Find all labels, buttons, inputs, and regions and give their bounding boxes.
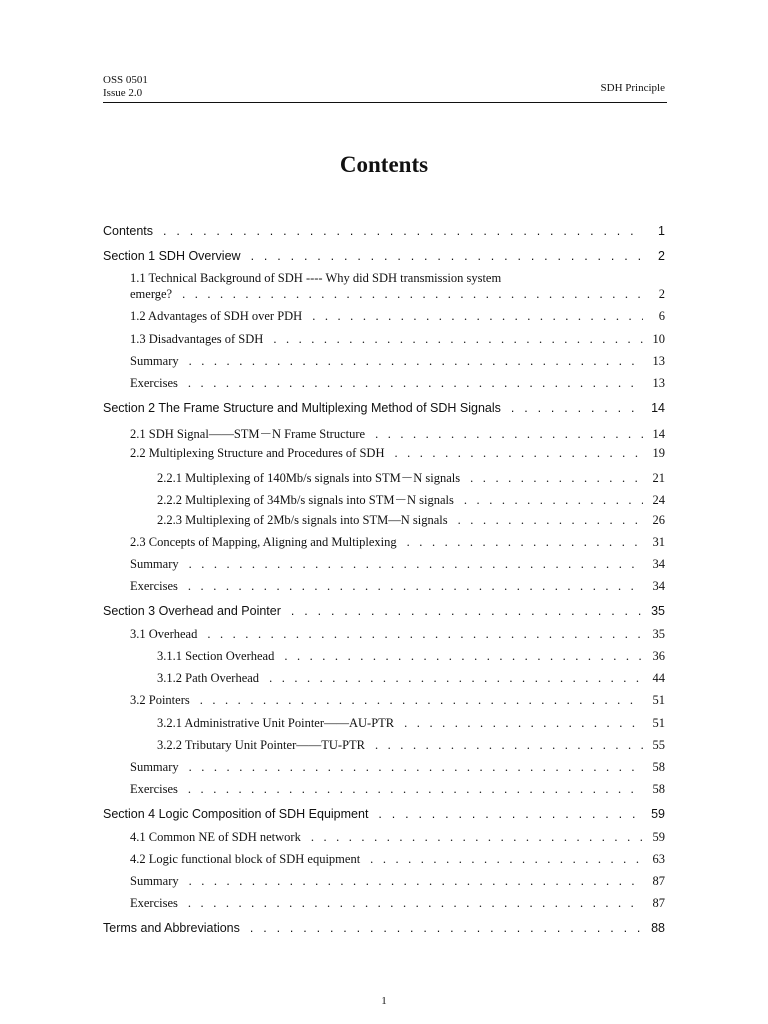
toc-leader — [163, 224, 643, 238]
toc-entry-2-3[interactable] — [130, 535, 665, 550]
toc-page-number: 35 — [651, 604, 665, 618]
toc-entry-title: Exercises — [130, 896, 178, 910]
toc-leader — [188, 896, 643, 911]
toc-entry-title: Section 1 SDH Overview — [103, 249, 241, 263]
toc-entry-title: 4.2 Logic functional block of SDH equipment — [130, 852, 361, 866]
toc-leader — [375, 738, 643, 753]
toc-entry-4-1[interactable] — [130, 830, 665, 845]
toc-entry-title: 2.2.2 Multiplexing of 34Mb/s signals into STM－N signals — [157, 493, 454, 507]
toc-entry-2-2-1[interactable] — [157, 468, 665, 486]
toc-page-number: 26 — [652, 513, 665, 527]
toc-leader — [189, 760, 643, 775]
toc-entry-3-1-1[interactable] — [157, 649, 665, 664]
toc-page-number: 6 — [658, 309, 665, 323]
toc-entry-title: Summary — [130, 557, 179, 571]
toc-entry-3-exercises[interactable] — [130, 782, 665, 797]
toc-entry-1-2[interactable] — [130, 309, 665, 324]
header-title: SDH Principle — [600, 82, 665, 94]
toc-entry-title: Section 2 The Frame Structure and Multiplexing Method of SDH Signals — [103, 401, 501, 415]
toc-entry-title: 2.2.1 Multiplexing of 140Mb/s signals into STM－N signals — [157, 471, 461, 485]
toc-entry-title: 2.2 Multiplexing Structure and Procedures of SDH — [130, 446, 385, 460]
toc-leader — [378, 807, 643, 821]
toc-page-number: 59 — [652, 830, 665, 844]
toc-page-number: 36 — [652, 649, 665, 663]
toc-entry-1-3[interactable] — [130, 332, 665, 347]
toc-page-number: 58 — [652, 760, 665, 774]
toc-entry-title: Exercises — [130, 376, 178, 390]
toc-entry-title: Contents — [103, 224, 154, 238]
toc-leader — [470, 471, 643, 486]
toc-entry-title: Summary — [130, 760, 179, 774]
toc-entry-2-2-2[interactable] — [157, 490, 665, 508]
toc-page-number: 34 — [652, 579, 665, 593]
toc-page-number: 14 — [652, 427, 665, 441]
toc-page-number: 87 — [652, 896, 665, 910]
toc-entry-title: 2.1 SDH Signal——STM－N Frame Structure — [130, 427, 366, 441]
toc-entry-section-4[interactable] — [103, 807, 665, 821]
doc-code: OSS 0501 — [103, 74, 148, 86]
toc-page-number: 63 — [652, 852, 665, 866]
toc-page-number: 21 — [652, 471, 665, 485]
toc-leader — [273, 332, 643, 347]
toc-entry-title: emerge? — [130, 287, 173, 301]
toc-entry-title: 4.1 Common NE of SDH network — [130, 830, 301, 844]
toc-entry-section-3[interactable] — [103, 604, 665, 618]
toc-leader — [188, 782, 643, 797]
toc-entry-title: 2.2.3 Multiplexing of 2Mb/s signals into STM—N signals — [157, 513, 448, 527]
toc-page-number: 19 — [652, 446, 665, 460]
toc-entry-1-1[interactable] — [130, 287, 665, 302]
toc-entry-3-2-2[interactable] — [157, 738, 665, 753]
toc-leader — [407, 535, 643, 550]
toc-entry-2-2-3[interactable] — [157, 513, 665, 528]
toc-leader — [269, 671, 643, 686]
toc-page-number: 87 — [652, 874, 665, 888]
toc-leader — [312, 309, 643, 324]
toc-page-number: 58 — [652, 782, 665, 796]
header-rule — [103, 102, 667, 103]
toc-entry-title: 3.1.1 Section Overhead — [157, 649, 275, 663]
toc-leader — [458, 513, 643, 528]
toc-page-number: 31 — [652, 535, 665, 549]
toc-leader — [251, 249, 643, 263]
toc-entry-title: Summary — [130, 874, 179, 888]
toc-entry-1-summary[interactable] — [130, 354, 665, 369]
toc-page-number: 13 — [652, 376, 665, 390]
toc-leader — [207, 627, 643, 642]
toc-leader — [250, 921, 643, 935]
toc-page-number: 2 — [658, 249, 665, 263]
toc-leader — [394, 446, 643, 461]
toc-page-number: 2 — [658, 287, 665, 301]
toc-entry-title: Exercises — [130, 579, 178, 593]
toc-entry-3-1-2[interactable] — [157, 671, 665, 686]
toc-entry-title: 3.1.2 Path Overhead — [157, 671, 260, 685]
toc-page-number: 59 — [651, 807, 665, 821]
toc-page-number: 88 — [651, 921, 665, 935]
toc-entry-3-2[interactable] — [130, 693, 665, 708]
header-doc-info — [103, 74, 148, 100]
toc-entry-title: 1.3 Disadvantages of SDH — [130, 332, 264, 346]
toc-page-number: 10 — [652, 332, 665, 346]
page-title: Contents — [339, 152, 429, 177]
toc-entry-1-1-line1[interactable]: 1.1 Technical Background of SDH ---- Why did SDH transmission system — [130, 271, 502, 285]
toc-leader — [370, 852, 643, 867]
toc-page-number: 24 — [652, 493, 665, 507]
toc-entry-title: Summary — [130, 354, 179, 368]
toc-leader — [189, 354, 643, 369]
toc-entry-title: 2.3 Concepts of Mapping, Aligning and Multiplexing — [130, 535, 397, 549]
toc-page-number: 34 — [652, 557, 665, 571]
toc-leader — [182, 287, 643, 302]
toc-leader — [311, 830, 643, 845]
toc-leader — [189, 557, 643, 572]
toc-leader — [188, 376, 643, 391]
toc-leader — [291, 604, 643, 618]
toc-entry-section-2[interactable] — [103, 401, 665, 415]
toc-entry-title: 1.2 Advantages of SDH over PDH — [130, 309, 303, 323]
issue-label: Issue 2.0 — [103, 87, 143, 99]
toc-entry-4-exercises[interactable] — [130, 896, 665, 911]
toc-page-number: 44 — [652, 671, 665, 685]
toc-page-number: 51 — [652, 693, 665, 707]
toc-leader — [464, 493, 643, 508]
toc-leader — [200, 693, 643, 708]
toc-entry-section-1[interactable] — [103, 249, 665, 263]
toc-page-number: 14 — [651, 401, 665, 415]
toc-page-number: 35 — [652, 627, 665, 641]
toc-page-number: 13 — [652, 354, 665, 368]
toc-leader — [284, 649, 643, 664]
toc-leader — [511, 401, 643, 415]
toc-page-number: 55 — [652, 738, 665, 752]
toc-entry-2-exercises[interactable] — [130, 579, 665, 594]
toc-entry-contents[interactable] — [103, 224, 665, 238]
toc-entry-4-2[interactable] — [130, 852, 665, 867]
toc-entry-1-exercises[interactable] — [130, 376, 665, 391]
toc-entry-terms[interactable] — [103, 921, 665, 935]
toc-entry-3-summary[interactable] — [130, 760, 665, 775]
toc-entry-2-2[interactable] — [130, 446, 665, 461]
toc-leader — [189, 874, 643, 889]
toc-entry-4-summary[interactable] — [130, 874, 665, 889]
toc-entry-title: 3.2.1 Administrative Unit Pointer——AU-PTR — [157, 716, 395, 730]
toc-entry-title: Section 3 Overhead and Pointer — [103, 604, 281, 618]
toc-leader — [404, 716, 643, 731]
toc-entry-title: Terms and Abbreviations — [103, 921, 240, 935]
toc-entry-title: Exercises — [130, 782, 178, 796]
page-number: 1 — [381, 995, 387, 1007]
toc-entry-3-2-1[interactable] — [157, 716, 665, 731]
toc-page-number: 1 — [658, 224, 665, 238]
toc-entry-title: Section 4 Logic Composition of SDH Equipment — [103, 807, 369, 821]
toc-leader — [188, 579, 643, 594]
toc-entry-title: 3.2.2 Tributary Unit Pointer——TU-PTR — [157, 738, 365, 752]
toc-entry-2-1[interactable] — [130, 424, 665, 442]
toc-entry-title: 3.1 Overhead — [130, 627, 198, 641]
toc-entry-3-1[interactable] — [130, 627, 665, 642]
toc-entry-title: 3.2 Pointers — [130, 693, 190, 707]
toc-leader — [375, 427, 643, 442]
toc-entry-2-summary[interactable] — [130, 557, 665, 572]
toc-page-number: 51 — [652, 716, 665, 730]
